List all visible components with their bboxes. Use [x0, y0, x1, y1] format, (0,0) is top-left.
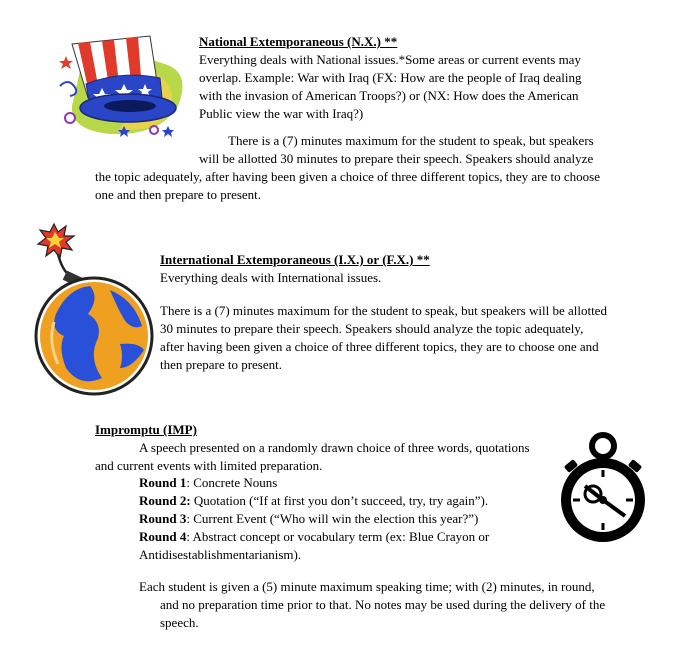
ix-para2-line-1: There is a (7) minutes maximum for the student to speak, but speakers will be allotted: [160, 303, 607, 318]
nx-line-2: overlap. Example: War with Iraq (FX: How are the people of Iraq dealing: [199, 70, 582, 85]
nx-para2-line-1: There is a (7) minutes maximum for the student to speak, but speakers: [228, 133, 594, 148]
imp-round-4-continued: Antidisestablishmentarianism).: [139, 547, 302, 562]
round-text: : Concrete Nouns: [186, 475, 278, 490]
round-label: Round 3: [139, 511, 187, 526]
imp-intro-line-2: and current events with limited preparation.: [95, 458, 323, 473]
nx-line-3: with the invasion of American Troops?) or (NX: How does the American: [199, 88, 579, 103]
ix-line-1: Everything deals with International issues.: [160, 270, 382, 285]
imp-intro-line-1: A speech presented on a randomly drawn choice of three words, quotations: [139, 440, 530, 455]
ix-para2-line-2: 30 minutes to prepare their speech. Speakers should analyze the topic adequately,: [160, 321, 584, 336]
round-label: Round 4: [139, 529, 187, 544]
uncle-sam-hat-icon: [50, 26, 190, 141]
round-text: : Current Event (“Who will win the election this year?”): [186, 511, 479, 526]
nx-line-1: Everything deals with National issues.*Some areas or current events may: [199, 52, 581, 67]
nx-para2-line-2: will be allotted 30 minutes to prepare their speech. Speakers should analyze: [199, 151, 594, 166]
ix-title: International Extemporaneous (I.X.) or (F.X.) **: [160, 252, 430, 267]
imp-closing-line-1: Each student is given a (5) minute maximum speaking time; with (2) minutes, in round,: [139, 579, 595, 594]
ix-para2-line-3: after having been given a choice of three different topics, they are to choose one and: [160, 339, 599, 354]
nx-line-4: Public view the war with Iraq?): [199, 106, 364, 121]
round-label: Round 1: [139, 475, 187, 490]
round-label: Round 2:: [139, 493, 191, 508]
nx-title: National Extemporaneous (N.X.) **: [199, 34, 398, 49]
imp-round-1: [139, 474, 277, 492]
imp-round-2: [139, 492, 488, 510]
ix-para2-line-4: then prepare to present.: [160, 357, 283, 372]
imp-round-4: [139, 528, 489, 546]
imp-closing-line-3: speech.: [160, 615, 199, 630]
imp-round-3: [139, 510, 478, 528]
round-text: : Abstract concept or vocabulary term (ex: Blue Crayon or: [186, 529, 490, 544]
imp-closing-line-2: and no preparation time prior to that. No notes may be used during the delivery of the: [160, 597, 606, 612]
globe-bomb-icon: [28, 218, 156, 398]
nx-para2-line-4: one and then prepare to present.: [95, 187, 262, 202]
stopwatch-icon: [555, 432, 651, 544]
imp-title: Impromptu (IMP): [95, 422, 197, 437]
nx-para2-line-3: the topic adequately, after having been given a choice of three different topics, they are to choose: [95, 169, 600, 184]
round-text: Quotation (“If at first you don’t succeed, try, try again”).: [190, 493, 489, 508]
